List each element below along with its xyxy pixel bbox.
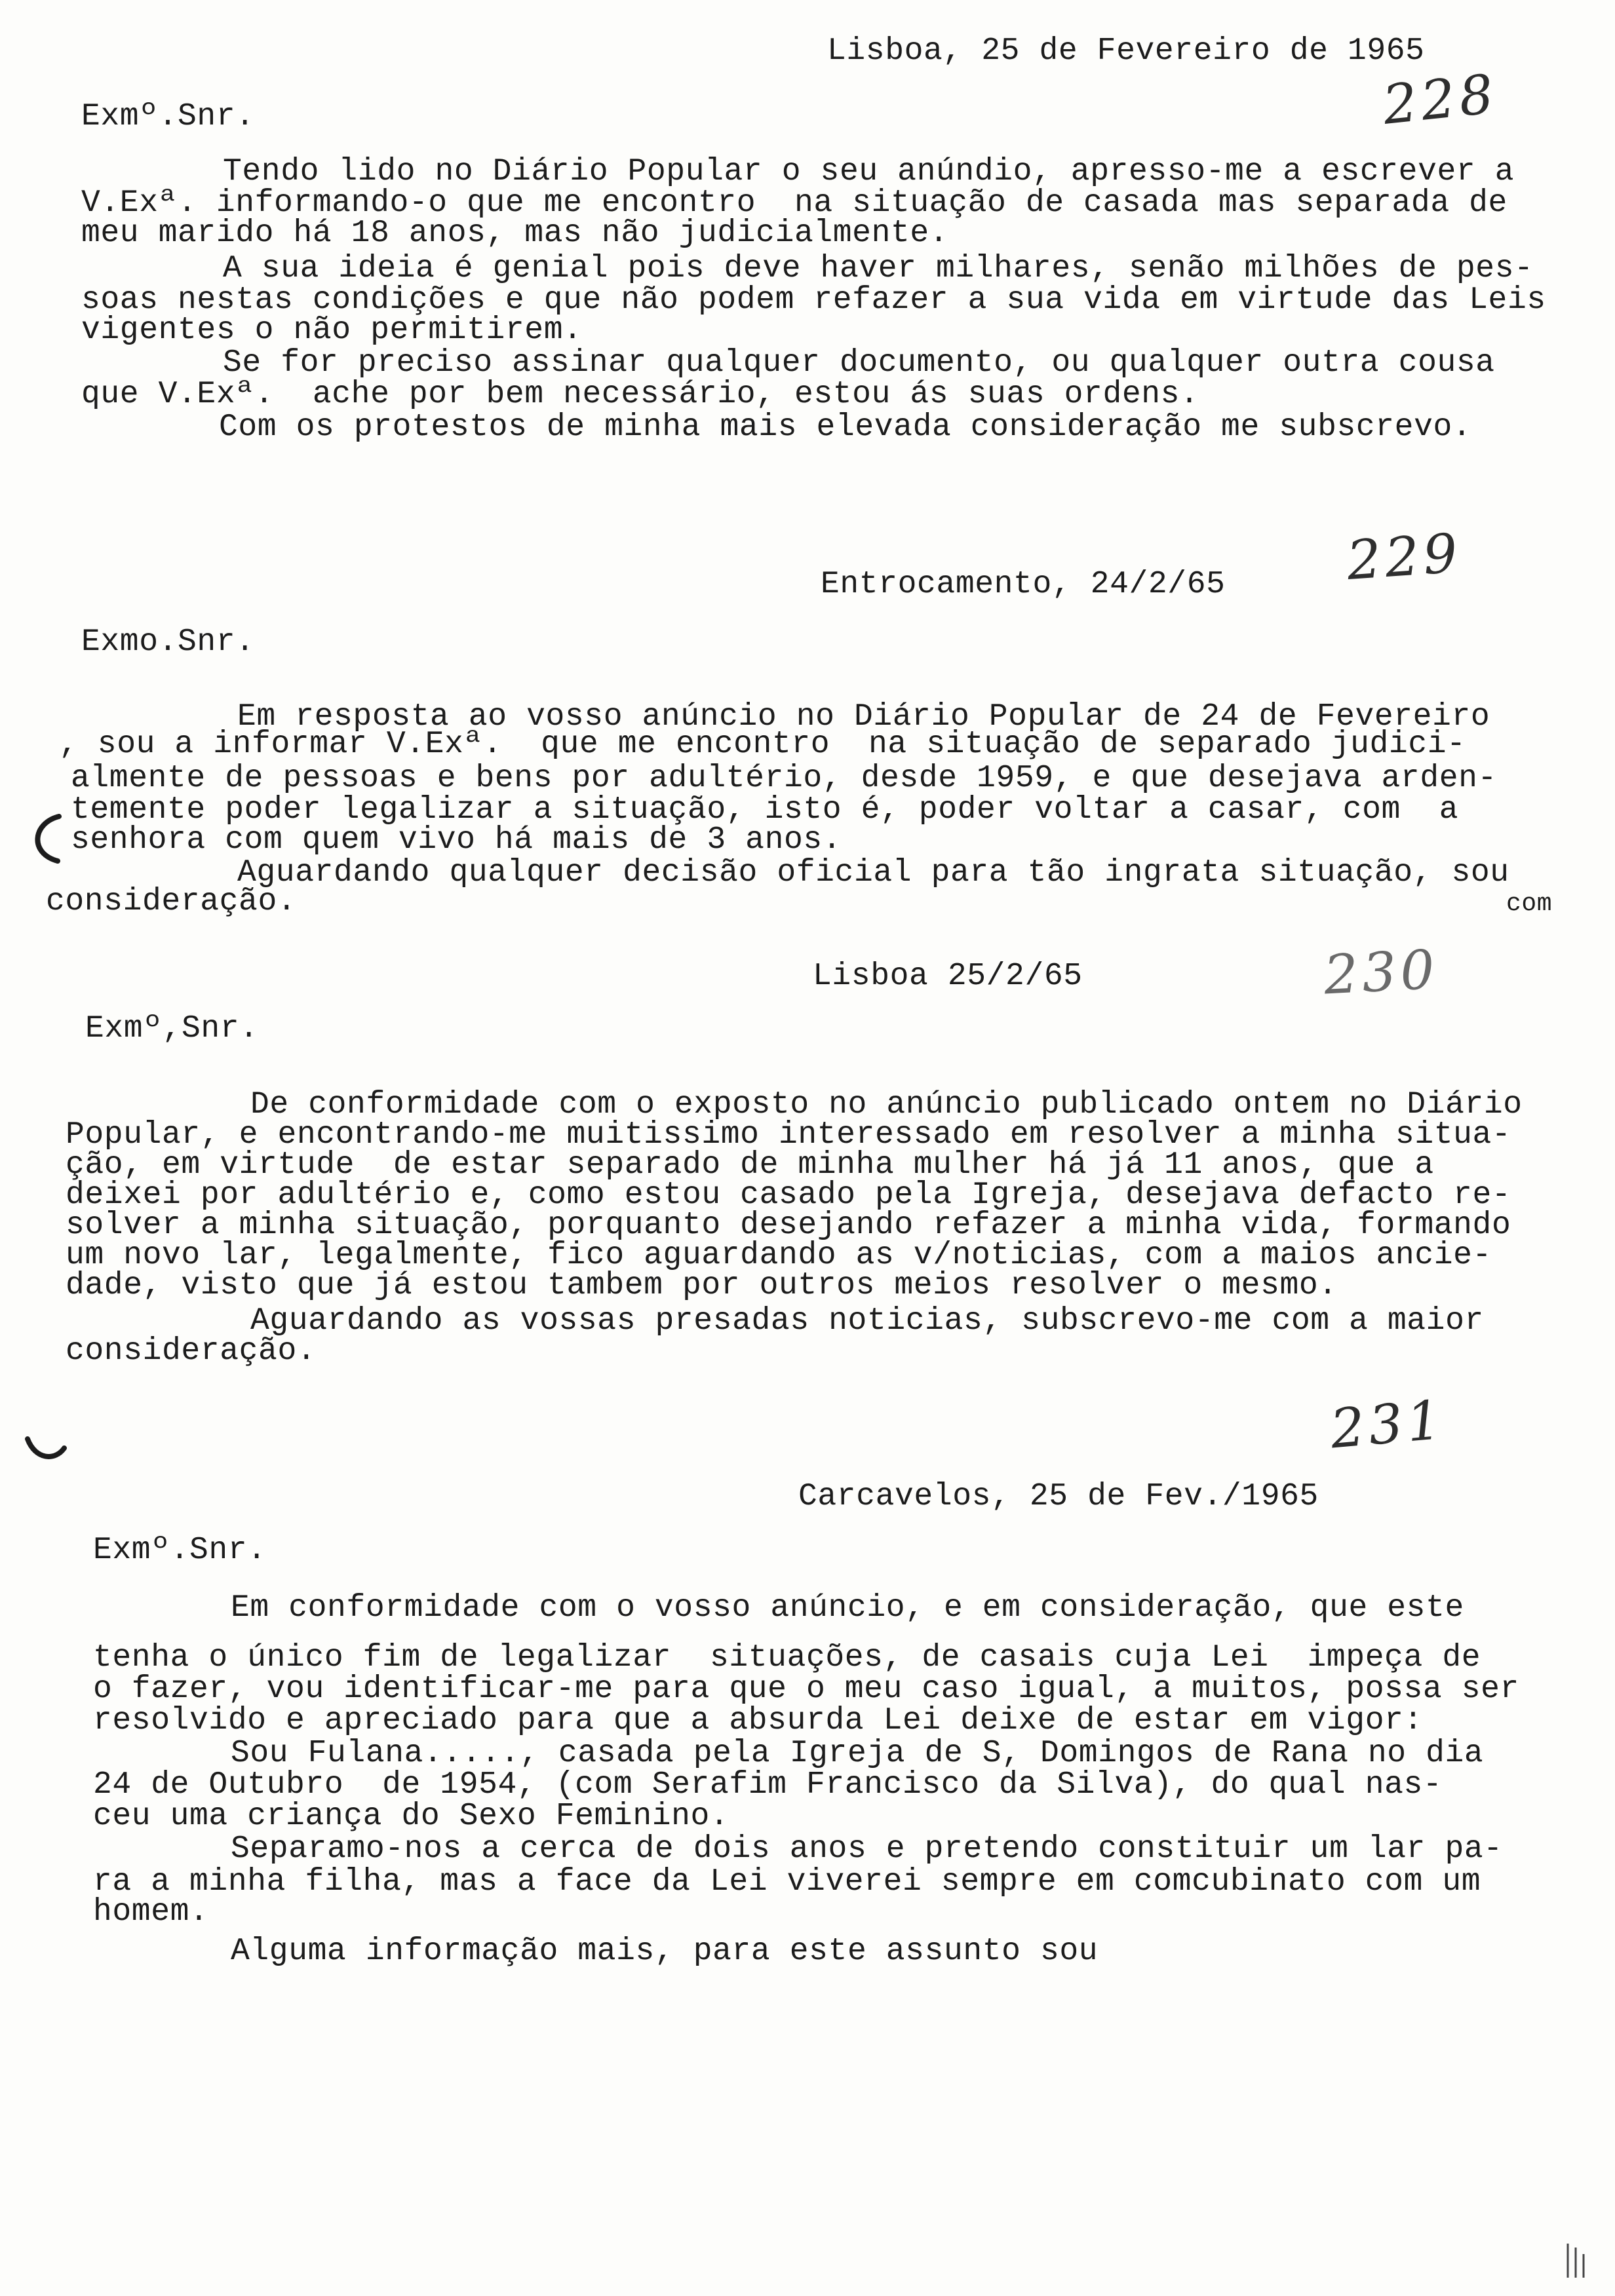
letter-body-line: Aguardando qualquer decisão oficial para tão ingrata situação, sou (237, 855, 1509, 890)
letter-body-line: Em conformidade com o vosso anúncio, e em consideração, que este (231, 1590, 1464, 1626)
handwritten-page-number: 229 (1344, 522, 1464, 592)
handwritten-page-number: 230 (1322, 938, 1440, 1007)
letter-body-line: dade, visto que já estou tambem por outros meios resolver o mesmo. (66, 1268, 1338, 1303)
letter-body-line: senhora com quem vivo há mais de 3 anos. (71, 822, 842, 858)
letter-body-line: Tendo lido no Diário Popular o seu anúndio, apresso-me a escrever a (223, 154, 1515, 189)
letter-body-line: Em resposta ao vosso anúncio no Diário Popular de 24 de Fevereiro (237, 699, 1490, 735)
letter-date: Carcavelos, 25 de Fev./1965 (798, 1479, 1319, 1514)
handwritten-page-number: 231 (1328, 1388, 1448, 1461)
letter-salutation: Exmº,Snr. (85, 1011, 259, 1046)
letter-salutation: Exmº.Snr. (81, 99, 255, 134)
letter-body-line: Popular, e encontrando-me muitissimo interessado em resolver a minha situa- (66, 1117, 1511, 1153)
letter-body-line: Alguma informação mais, para este assunto sou (231, 1934, 1099, 1969)
letter-body-line: 24 de Outubro de 1954, (com Serafim Francisco da Silva), do qual nas- (93, 1767, 1443, 1803)
letter-body-line: ção, em virtude de estar separado de minha mulher há já 11 anos, que a (66, 1147, 1434, 1183)
letter-body-line: De conformidade com o exposto no anúncio publicado ontem no Diário (250, 1087, 1523, 1122)
letter-body-line: Aguardando as vossas presadas noticias, subscrevo-me com a maior (250, 1303, 1484, 1339)
letter-body-line: que V.Exª. ache por bem necessário, estou ás suas ordens. (81, 377, 1199, 412)
punch-hole-mark (24, 1428, 69, 1468)
letter-body-line: ceu uma criança do Sexo Feminino. (93, 1799, 730, 1834)
letter-body-line: A sua ideia é genial pois deve haver milhares, senão milhões de pes- (223, 251, 1534, 286)
letter-body-line: Se for preciso assinar qualquer documento, ou qualquer outra cousa (223, 345, 1495, 381)
letter-body-line: almente de pessoas e bens por adultério, desde 1959, e que desejava arden- (71, 761, 1497, 796)
letter-body-line: vigentes o não permitirem. (81, 313, 583, 348)
letter-body-line: Com os protestos de minha mais elevada consideração me subscrevo. (219, 410, 1472, 445)
letter-body-line: o fazer, vou identificar-me para que o meu caso igual, a muitos, possa ser (93, 1672, 1519, 1707)
letter-body-line: consideração. (66, 1333, 317, 1369)
letter-body-line: homem. (93, 1894, 209, 1930)
letter-body-line: resolvido e apreciado para que a absurda Lei deixe de estar em vigor: (93, 1703, 1423, 1738)
letter-body-line: consideração. (46, 884, 297, 919)
letter-date: Lisboa, 25 de Fevereiro de 1965 (827, 33, 1425, 69)
letter-body-line: um novo lar, legalmente, fico aguardando as v/noticias, com a maios ancie- (66, 1238, 1492, 1273)
letter-date: Lisboa 25/2/65 (813, 959, 1083, 994)
letter-body-line: , sou a informar V.Exª. que me encontro na situação de separado judici- (59, 727, 1466, 762)
letter-salutation: Exmo.Snr. (81, 624, 255, 660)
handwritten-page-number: 228 (1380, 63, 1500, 137)
punch-hole-mark (25, 813, 64, 865)
letter-date: Entrocamento, 24/2/65 (821, 567, 1226, 602)
letter-body-line: solver a minha situação, porquanto desejando refazer a minha vida, formando (66, 1208, 1511, 1243)
letter-body-line: soas nestas condições e que não podem refazer a sua vida em virtude das Leis (81, 282, 1546, 318)
letter-body-line: meu marido há 18 anos, mas não judicialmente. (81, 216, 949, 251)
scan-edge-mark (1555, 2241, 1594, 2280)
letter-body-line: V.Exª. informando-o que me encontro na situação de casada mas separada de (81, 185, 1508, 221)
letter-body-line: Separamo-nos a cerca de dois anos e pretendo constituir um lar pa- (231, 1831, 1503, 1867)
letter-body-line: com (1506, 890, 1553, 918)
letter-body-line: Sou Fulana....., casada pela Igreja de S, Domingos de Rana no dia (231, 1736, 1484, 1771)
letter-body-line: temente poder legalizar a situação, isto é, poder voltar a casar, com a (71, 792, 1459, 828)
letter-salutation: Exmº.Snr. (93, 1533, 267, 1568)
letter-body-line: ra a minha filha, mas a face da Lei viverei sempre em comcubinato com um (93, 1864, 1481, 1900)
letter-body-line: deixei por adultério e, como estou casado pela Igreja, desejava defacto re- (66, 1177, 1511, 1213)
letter-body-line: tenha o único fim de legalizar situações, de casais cuja Lei impeça de (93, 1640, 1481, 1675)
